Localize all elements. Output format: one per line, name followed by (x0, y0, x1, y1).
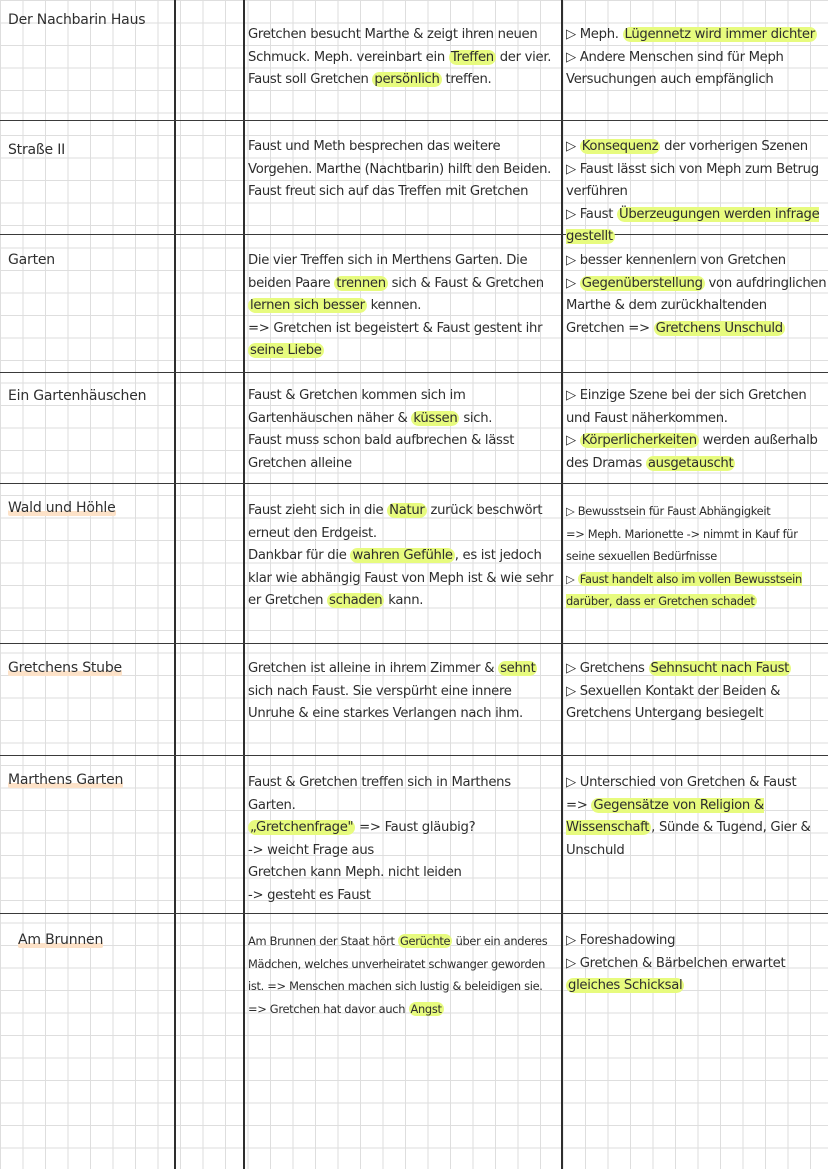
column-divider-middle (243, 0, 245, 1169)
column-divider-right (561, 0, 563, 1169)
scene-summary: Gretchen besucht Marthe & zeigt ihren neuen Schmuck. Meph. vereinbart ein Treffen der vier. Faust soll Gretchen persönlich treffen. (248, 27, 552, 87)
scene-summary: Faust & Gretchen treffen sich in Marthens Garten. „Gretchenfrage" => Faust gläubig? -> weicht Frage aus Gretchen kann Meph. nicht leiden -> gesteht es Faust (248, 775, 511, 903)
scene-title: Am Brunnen (18, 932, 104, 948)
highlighted-term: Natur (389, 503, 425, 518)
scene-notes: ▷ Konsequenz der vorherigen Szenen ▷ Faust lässt sich von Meph zum Betrug verführen ▷ Faust Überzeugungen werden infrage gestellt (566, 139, 820, 244)
highlighted-term: Faust handelt also im vollen Bewusstsein darüber, dass er Gretchen schadet (566, 571, 802, 608)
scene-title: Straße II (8, 142, 66, 158)
highlighted-term: trennen (336, 275, 386, 291)
scene-notes: ▷ Meph. Lügennetz wird immer dichter ▷ Andere Menschen sind für Meph Versuchungen auch empfänglich (566, 27, 815, 87)
row-divider (0, 643, 828, 644)
highlighted-term: Körperlicherkeiten (581, 433, 697, 448)
highlighted-term: Gegensätze von Religion & Wissenschaft (566, 797, 764, 835)
scene-title: Marthens Garten (8, 772, 124, 788)
highlighted-term: schaden (329, 593, 383, 608)
highlighted-term: Sehnsucht nach Faust (650, 661, 790, 676)
scene-notes: ▷ Gretchens Sehnsucht nach Faust ▷ Sexuellen Kontakt der Beiden & Gretchens Untergang besiegelt (566, 661, 790, 721)
scene-notes: ▷ Foreshadowing ▷ Gretchen & Bärbelchen erwartet gleiches Schicksal (566, 933, 786, 993)
highlighted-term: Überzeugungen werden infrage gestellt (566, 206, 820, 244)
highlighted-term: Angst (410, 1001, 442, 1016)
scene-title: Gretchens Stube (8, 660, 122, 676)
highlighted-term: persönlich (374, 72, 440, 87)
highlighted-term: sehnt (500, 661, 536, 676)
scene-notes: ▷ Einzige Szene bei der sich Gretchen und Faust näherkommen. ▷ Körperlicherkeiten werden außerhalb des Dramas ausgetauscht (566, 388, 818, 471)
highlighted-term: Lügennetz wird immer dichter (624, 27, 815, 42)
scene-summary: Die vier Treffen sich in Merthens Garten. Die beiden Paare trennen sich & Faust & Gretchen lernen sich besser kennen. => Gretchen ist begeistert & Faust gestent ihr seine Liebe (248, 253, 544, 358)
highlighted-term: Konsequenz (581, 139, 659, 154)
scene-notes: ▷ Unterschied von Gretchen & Faust => Gegensätze von Religion & Wissenschaft , Sünde & Tugend, Gier & Unschuld (566, 775, 811, 858)
scene-notes: ▷ besser kennenlern von Gretchen ▷ Gegenüberstellung von aufdringlichen Marthe & dem zurückhaltenden Gretchen => Gretchens Unschuld (566, 253, 827, 336)
scene-summary: Faust und Meth besprechen das weitere Vorgehen. Marthe (Nachtbarin) hilft den Beiden. Faust freut sich auf das Treffen mit Gretchen (248, 139, 552, 199)
scene-title: Garten (8, 252, 55, 268)
row-divider (0, 372, 828, 373)
highlighted-term: Gegenüberstellung (581, 275, 703, 291)
highlighted-term: küssen (413, 410, 458, 426)
highlighted-term: „Gretchenfrage" (250, 820, 354, 835)
highlighted-term: ausgetauscht (647, 455, 734, 471)
highlighted-term: Treffen (450, 49, 494, 65)
row-divider (0, 755, 828, 756)
scene-notes: ▷ Bewusstsein für Faust Abhängigkeit => Meph. Marionette -> nimmt in Kauf für seine sexuellen Bedürfnisse ▷ Faust handelt also im vollen Bewusstsein darüber, dass er Gretchen schadet (566, 504, 802, 608)
scene-summary: Faust & Gretchen kommen sich im Gartenhäuschen näher & küssen sich. Faust muss schon bald aufbrechen & lässt Gretchen alleine (248, 388, 515, 471)
scene-title: Wald und Höhle (8, 500, 116, 516)
highlighted-term: wahren Gefühle (352, 548, 453, 563)
row-divider (0, 120, 828, 121)
highlighted-term: Gretchens Unschuld (655, 320, 783, 336)
scene-title: Ein Gartenhäuschen (8, 388, 147, 404)
scene-summary: Gretchen ist alleine in ihrem Zimmer & sehnt sich nach Faust. Sie verspürht eine innere Unruhe & eine starkes Verlangen nach ihm. (248, 661, 536, 721)
column-divider-left (174, 0, 176, 1169)
highlighted-term: seine Liebe (250, 343, 322, 358)
row-divider (0, 483, 828, 484)
highlighted-term: Gerüchte (399, 934, 451, 948)
highlighted-term: gleiches Schicksal (568, 978, 683, 993)
row-divider (0, 913, 828, 914)
scene-summary: Am Brunnen der Staat hört Gerüchte über ein anderes Mädchen, welches unverheiratet schwanger geworden ist. => Menschen machen sich lustig & beleidigen sie. => Gretchen hat davor auch Angst (248, 934, 548, 1016)
scene-title: Der Nachbarin Haus (8, 12, 146, 28)
scene-summary: Faust zieht sich in die Natur zurück beschwört erneut den Erdgeist. Dankbar für die wahren Gefühle , es ist jedoch klar wie abhängig Faust von Meph ist & wie sehr er Gretchen schaden kann. (248, 503, 554, 608)
highlighted-term: lernen sich besser (250, 298, 365, 313)
